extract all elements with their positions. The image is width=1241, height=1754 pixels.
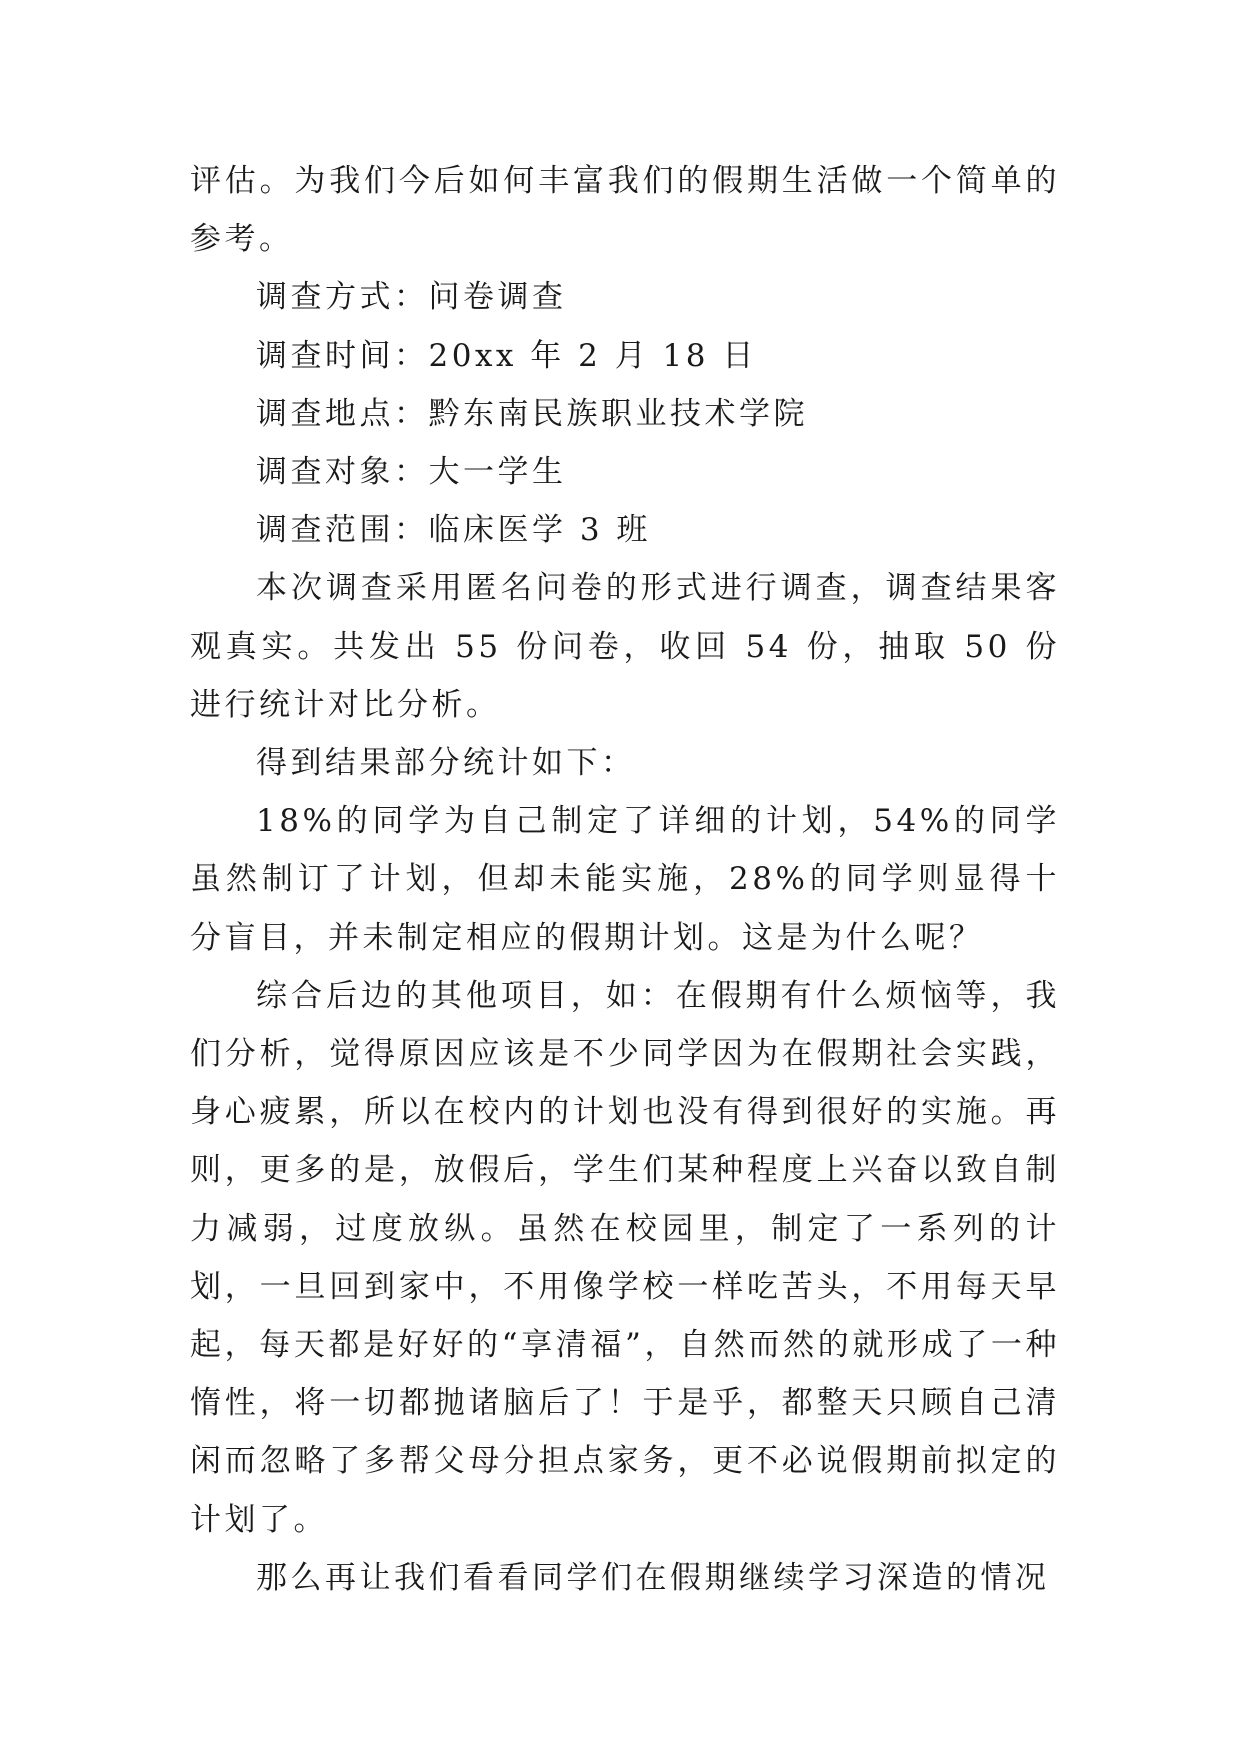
paragraph-survey-time: 调查时间：20xx 年 2 月 18 日 — [256, 337, 757, 374]
paragraph-survey-subjects: 调查对象：大一学生 — [256, 454, 567, 491]
paragraph-survey-description: 本次调查采用匿名问卷的形式进行调查，调查结果客观真实。共发出 55 份问卷，收回 54 份，抽取 50 份进行统计对比分析。 — [190, 570, 1060, 723]
paragraph-intro-continuation: 评估。为我们今后如何丰富我们的假期生活做一个简单的参考。 — [190, 163, 1060, 258]
paragraph-study-situation: 那么再让我们看看同学们在假期继续学习深造的情况 — [256, 1559, 1050, 1596]
paragraph-results-stats: 18%的同学为自己制定了详细的计划，54%的同学虽然制订了计划，但却未能实施，28%的同学则显得十分盲目，并未制定相应的假期计划。这是为什么呢？ — [190, 803, 1060, 956]
paragraph-survey-method: 调查方式：问卷调查 — [256, 279, 567, 316]
paragraph-analysis: 综合后边的其他项目，如：在假期有什么烦恼等，我们分析，觉得原因应该是不少同学因为在假期社会实践，身心疲累，所以在校内的计划也没有得到很好的实施。再则，更多的是，放假后，学生们某种程度上兴奋以致自制力减弱，过度放纵。虽然在校园里，制定了一系列的计划，一旦回到家中，不用像学校一样吃苦头，不用每天早起，每天都是好好的“享清福”，自然而然的就形成了一种惰性，将一切都抛诸脑后了！于是乎，都整天只顾自己清闲而忽略了多帮父母分担点家务，更不必说假期前拟定的计划了。 — [190, 977, 1060, 1538]
document-body — [190, 152, 1060, 1607]
paragraph-survey-scope: 调查范围：临床医学 3 班 — [256, 512, 651, 549]
paragraph-survey-location: 调查地点：黔东南民族职业技术学院 — [256, 395, 808, 432]
paragraph-results-heading: 得到结果部分统计如下： — [256, 745, 636, 782]
